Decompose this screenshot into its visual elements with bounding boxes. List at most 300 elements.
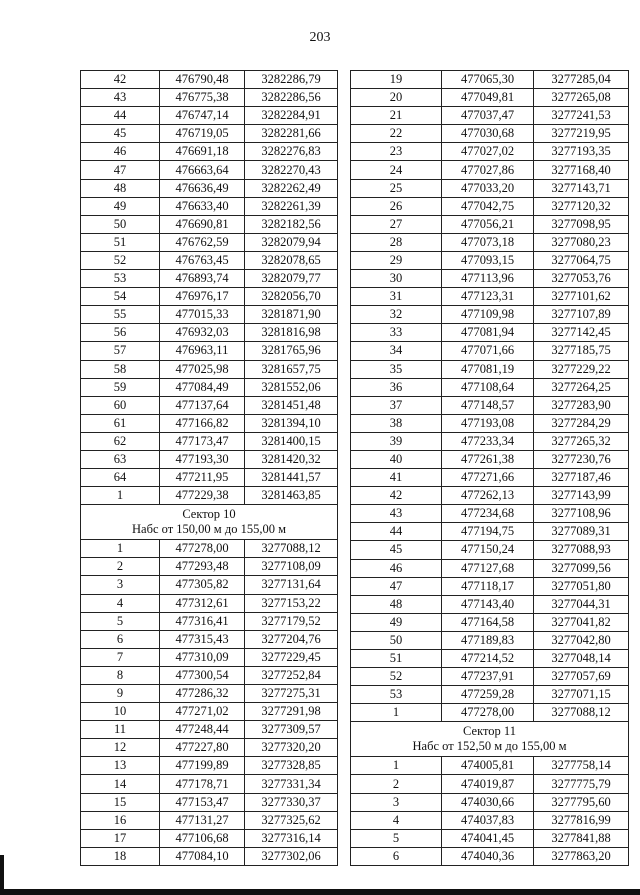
point-number-cell: 7	[81, 648, 160, 666]
point-number-cell: 45	[81, 125, 160, 143]
coord-y-cell: 3277153,22	[245, 594, 338, 612]
point-number-cell: 4	[351, 811, 442, 829]
coord-y-cell: 3277142,45	[534, 324, 629, 342]
coord-x-cell: 477113,96	[442, 270, 534, 288]
coord-y-cell: 3277219,95	[534, 125, 629, 143]
table-row	[351, 559, 629, 577]
table-row	[81, 576, 338, 594]
point-number-cell: 62	[81, 432, 160, 450]
point-number-cell: 53	[81, 270, 160, 288]
coord-y-cell: 3277331,34	[245, 775, 338, 793]
coord-y-cell: 3281420,32	[245, 450, 338, 468]
point-number-cell: 33	[351, 324, 442, 342]
point-number-cell: 43	[351, 505, 442, 523]
coord-y-cell: 3277229,45	[245, 648, 338, 666]
point-number-cell: 27	[351, 215, 442, 233]
coord-y-cell: 3277108,09	[245, 558, 338, 576]
sector-subtitle: Набс от 150,00 м до 155,00 м	[132, 522, 286, 537]
table-row	[351, 829, 629, 847]
coord-y-cell: 3277064,75	[534, 251, 629, 269]
point-number-cell: 19	[351, 71, 442, 89]
point-number-cell: 26	[351, 197, 442, 215]
coord-y-cell: 3281394,10	[245, 414, 338, 432]
point-number-cell: 51	[81, 233, 160, 251]
coord-x-cell: 477033,20	[442, 179, 534, 197]
coord-y-cell: 3277316,14	[245, 829, 338, 847]
coord-y-cell: 3277080,23	[534, 233, 629, 251]
point-number-cell: 22	[351, 125, 442, 143]
table-row	[351, 360, 629, 378]
right-table-section-a	[351, 71, 629, 722]
coord-x-cell: 476747,14	[160, 107, 245, 125]
table-row	[81, 703, 338, 721]
coord-x-cell: 477189,83	[442, 631, 534, 649]
point-number-cell: 37	[351, 396, 442, 414]
coord-y-cell: 3277302,06	[245, 847, 338, 865]
coord-x-cell: 477056,21	[442, 215, 534, 233]
coord-x-cell: 477042,75	[442, 197, 534, 215]
table-row	[81, 558, 338, 576]
coord-y-cell: 3277193,35	[534, 143, 629, 161]
point-number-cell: 1	[81, 540, 160, 558]
point-number-cell: 41	[351, 469, 442, 487]
coord-x-cell: 477261,38	[442, 450, 534, 468]
point-number-cell: 42	[351, 487, 442, 505]
point-number-cell: 59	[81, 378, 160, 396]
table-row	[81, 414, 338, 432]
coord-y-cell: 3277265,32	[534, 432, 629, 450]
coord-y-cell: 3277179,52	[245, 612, 338, 630]
point-number-cell: 13	[81, 757, 160, 775]
coord-y-cell: 3282261,39	[245, 197, 338, 215]
left-table-section-a	[81, 71, 338, 505]
coord-y-cell: 3277088,12	[534, 704, 629, 722]
point-number-cell: 54	[81, 288, 160, 306]
coord-x-cell: 477027,86	[442, 161, 534, 179]
point-number-cell: 48	[81, 179, 160, 197]
coord-x-cell: 476636,49	[160, 179, 245, 197]
coord-x-cell: 477015,33	[160, 306, 245, 324]
coord-y-cell: 3277053,76	[534, 270, 629, 288]
table-row	[81, 143, 338, 161]
coord-y-cell: 3282056,70	[245, 288, 338, 306]
table-row	[351, 686, 629, 704]
table-row	[351, 668, 629, 686]
point-number-cell: 2	[351, 775, 442, 793]
point-number-cell: 20	[351, 89, 442, 107]
coord-x-cell: 477315,43	[160, 630, 245, 648]
coord-x-cell: 477173,47	[160, 432, 245, 450]
point-number-cell: 53	[351, 686, 442, 704]
point-number-cell: 30	[351, 270, 442, 288]
table-row	[351, 324, 629, 342]
coord-y-cell: 3277283,90	[534, 396, 629, 414]
coord-y-cell: 3277204,76	[245, 630, 338, 648]
point-number-cell: 28	[351, 233, 442, 251]
coord-y-cell: 3282270,43	[245, 161, 338, 179]
coord-x-cell: 477211,95	[160, 469, 245, 487]
coord-x-cell: 477293,48	[160, 558, 245, 576]
coord-x-cell: 477305,82	[160, 576, 245, 594]
table-row	[81, 251, 338, 269]
point-number-cell: 3	[81, 576, 160, 594]
coord-y-cell: 3281552,06	[245, 378, 338, 396]
point-number-cell: 24	[351, 161, 442, 179]
point-number-cell: 56	[81, 324, 160, 342]
table-row	[351, 71, 629, 89]
table-row	[81, 342, 338, 360]
coord-y-cell: 3277325,62	[245, 811, 338, 829]
coord-y-cell: 3277309,57	[245, 721, 338, 739]
point-number-cell: 51	[351, 650, 442, 668]
coord-y-cell: 3277099,56	[534, 559, 629, 577]
coord-x-cell: 477214,52	[442, 650, 534, 668]
coord-y-cell: 3277758,14	[534, 757, 629, 775]
coord-y-cell: 3281871,90	[245, 306, 338, 324]
coord-x-cell: 477278,00	[442, 704, 534, 722]
coord-y-cell: 3277328,85	[245, 757, 338, 775]
point-number-cell: 64	[81, 469, 160, 487]
coord-x-cell: 477194,75	[442, 523, 534, 541]
coord-x-cell: 474037,83	[442, 811, 534, 829]
table-row	[81, 594, 338, 612]
coord-y-cell: 3277863,20	[534, 847, 629, 865]
coord-x-cell: 477164,58	[442, 613, 534, 631]
sector-header	[351, 722, 629, 757]
table-row	[81, 89, 338, 107]
coord-x-cell: 477137,64	[160, 396, 245, 414]
coord-y-cell: 3277057,69	[534, 668, 629, 686]
table-row	[351, 704, 629, 722]
coord-y-cell: 3281463,85	[245, 487, 338, 505]
table-row	[81, 648, 338, 666]
point-number-cell: 35	[351, 360, 442, 378]
coord-x-cell: 477248,44	[160, 721, 245, 739]
coord-x-cell: 477081,19	[442, 360, 534, 378]
point-number-cell: 6	[81, 630, 160, 648]
table-row	[351, 396, 629, 414]
table-row	[81, 775, 338, 793]
coord-y-cell: 3282079,77	[245, 270, 338, 288]
point-number-cell: 52	[81, 251, 160, 269]
coord-y-cell: 3282079,94	[245, 233, 338, 251]
sector-header-row	[81, 505, 338, 540]
point-number-cell: 25	[351, 179, 442, 197]
coord-x-cell: 477271,66	[442, 469, 534, 487]
table-row	[351, 89, 629, 107]
table-row	[81, 161, 338, 179]
coord-y-cell: 3281451,48	[245, 396, 338, 414]
coord-y-cell: 3282284,91	[245, 107, 338, 125]
coord-x-cell: 477148,57	[442, 396, 534, 414]
coord-x-cell: 476762,59	[160, 233, 245, 251]
right-table-section-b	[351, 757, 629, 866]
coord-x-cell: 477233,34	[442, 432, 534, 450]
table-row	[351, 179, 629, 197]
right-sector-header-group	[351, 722, 629, 757]
table-row	[351, 233, 629, 251]
coord-x-cell: 477229,38	[160, 487, 245, 505]
point-number-cell: 29	[351, 251, 442, 269]
point-number-cell: 46	[81, 143, 160, 161]
table-row	[351, 251, 629, 269]
coord-x-cell: 477025,98	[160, 360, 245, 378]
coord-y-cell: 3277252,84	[245, 666, 338, 684]
coord-y-cell: 3282286,56	[245, 89, 338, 107]
coord-x-cell: 477049,81	[442, 89, 534, 107]
point-number-cell: 12	[81, 739, 160, 757]
right-coordinate-table	[350, 70, 625, 866]
point-number-cell: 6	[351, 847, 442, 865]
coord-y-cell: 3277120,32	[534, 197, 629, 215]
table-row	[81, 360, 338, 378]
coord-x-cell: 477108,64	[442, 378, 534, 396]
table-row	[351, 270, 629, 288]
coord-x-cell: 474019,87	[442, 775, 534, 793]
point-number-cell: 5	[351, 829, 442, 847]
table-row	[81, 450, 338, 468]
coord-x-cell: 477030,68	[442, 125, 534, 143]
table-row	[351, 469, 629, 487]
coord-x-cell: 477300,54	[160, 666, 245, 684]
point-number-cell: 5	[81, 612, 160, 630]
coord-x-cell: 477259,28	[442, 686, 534, 704]
table-row	[351, 378, 629, 396]
table-row	[81, 540, 338, 558]
coord-x-cell: 477073,18	[442, 233, 534, 251]
left-sector-header-group	[81, 505, 338, 540]
coord-y-cell: 3277284,29	[534, 414, 629, 432]
point-number-cell: 31	[351, 288, 442, 306]
point-number-cell: 55	[81, 306, 160, 324]
coord-x-cell: 477071,66	[442, 342, 534, 360]
table-row	[81, 432, 338, 450]
table-row	[351, 811, 629, 829]
coord-x-cell: 476691,18	[160, 143, 245, 161]
point-number-cell: 40	[351, 450, 442, 468]
table-row	[81, 721, 338, 739]
table-row	[81, 107, 338, 125]
coord-x-cell: 477166,82	[160, 414, 245, 432]
coord-y-cell: 3277230,76	[534, 450, 629, 468]
point-number-cell: 9	[81, 685, 160, 703]
point-number-cell: 17	[81, 829, 160, 847]
coord-y-cell: 3277168,40	[534, 161, 629, 179]
coord-x-cell: 476963,11	[160, 342, 245, 360]
table-row	[81, 233, 338, 251]
sector-subtitle: Набс от 152,50 м до 155,00 м	[412, 739, 567, 754]
table-row	[351, 197, 629, 215]
coord-y-cell: 3277775,79	[534, 775, 629, 793]
coord-x-cell: 477081,94	[442, 324, 534, 342]
point-number-cell: 1	[81, 487, 160, 505]
point-number-cell: 2	[81, 558, 160, 576]
table-row	[351, 450, 629, 468]
coord-y-cell: 3277241,53	[534, 107, 629, 125]
table-row	[351, 595, 629, 613]
coord-y-cell: 3277291,98	[245, 703, 338, 721]
table-row	[351, 650, 629, 668]
sector-header-row	[351, 722, 629, 757]
coord-x-cell: 476893,74	[160, 270, 245, 288]
coord-x-cell: 477143,40	[442, 595, 534, 613]
table-row	[81, 306, 338, 324]
point-number-cell: 18	[81, 847, 160, 865]
coord-x-cell: 477193,08	[442, 414, 534, 432]
coord-y-cell: 3277042,80	[534, 631, 629, 649]
coord-y-cell: 3282286,79	[245, 71, 338, 89]
coord-y-cell: 3282078,65	[245, 251, 338, 269]
point-number-cell: 49	[81, 197, 160, 215]
coord-y-cell: 3277088,12	[245, 540, 338, 558]
point-number-cell: 48	[351, 595, 442, 613]
coord-y-cell: 3282276,83	[245, 143, 338, 161]
coord-y-cell: 3277098,95	[534, 215, 629, 233]
coord-x-cell: 476775,38	[160, 89, 245, 107]
coord-y-cell: 3282182,56	[245, 215, 338, 233]
coord-x-cell: 477234,68	[442, 505, 534, 523]
coord-y-cell: 3277048,14	[534, 650, 629, 668]
point-number-cell: 52	[351, 668, 442, 686]
coord-x-cell: 477106,68	[160, 829, 245, 847]
table-row	[351, 215, 629, 233]
coord-y-cell: 3277071,15	[534, 686, 629, 704]
coord-y-cell: 3281816,98	[245, 324, 338, 342]
point-number-cell: 57	[81, 342, 160, 360]
coord-y-cell: 3281657,75	[245, 360, 338, 378]
table-row	[351, 432, 629, 450]
table-row	[81, 811, 338, 829]
table-row	[81, 847, 338, 865]
point-number-cell: 46	[351, 559, 442, 577]
table-row	[81, 685, 338, 703]
coord-x-cell: 476763,45	[160, 251, 245, 269]
table-row	[81, 71, 338, 89]
point-number-cell: 21	[351, 107, 442, 125]
point-number-cell: 38	[351, 414, 442, 432]
point-number-cell: 32	[351, 306, 442, 324]
sector-header	[81, 505, 338, 540]
table-row	[351, 847, 629, 865]
table-row	[351, 125, 629, 143]
coord-y-cell: 3277265,08	[534, 89, 629, 107]
table-row	[81, 612, 338, 630]
point-number-cell: 44	[351, 523, 442, 541]
table-row	[351, 775, 629, 793]
table-row	[351, 793, 629, 811]
table-row	[351, 288, 629, 306]
point-number-cell: 1	[351, 704, 442, 722]
coord-y-cell: 3277229,22	[534, 360, 629, 378]
point-number-cell: 44	[81, 107, 160, 125]
coord-y-cell: 3277131,64	[245, 576, 338, 594]
coord-y-cell: 3277795,60	[534, 793, 629, 811]
table-row	[81, 270, 338, 288]
coord-x-cell: 477093,15	[442, 251, 534, 269]
coord-x-cell: 477131,27	[160, 811, 245, 829]
table-row	[351, 306, 629, 324]
scan-border-bottom	[0, 889, 640, 895]
table-row	[81, 179, 338, 197]
table-row	[81, 829, 338, 847]
point-number-cell: 45	[351, 541, 442, 559]
table-row	[81, 630, 338, 648]
point-number-cell: 14	[81, 775, 160, 793]
table-row	[351, 107, 629, 125]
sector-title: Сектор 10	[182, 507, 236, 522]
coord-x-cell: 477123,31	[442, 288, 534, 306]
table-row	[351, 505, 629, 523]
coord-x-cell: 477118,17	[442, 577, 534, 595]
table-row	[81, 793, 338, 811]
point-number-cell: 47	[351, 577, 442, 595]
coord-y-cell: 3277285,04	[534, 71, 629, 89]
point-number-cell: 10	[81, 703, 160, 721]
table-row	[81, 396, 338, 414]
point-number-cell: 42	[81, 71, 160, 89]
coord-y-cell: 3281765,96	[245, 342, 338, 360]
table-row	[351, 613, 629, 631]
coord-y-cell: 3277051,80	[534, 577, 629, 595]
point-number-cell: 36	[351, 378, 442, 396]
table-row	[81, 125, 338, 143]
coord-y-cell: 3277108,96	[534, 505, 629, 523]
coord-x-cell: 477065,30	[442, 71, 534, 89]
point-number-cell: 43	[81, 89, 160, 107]
point-number-cell: 34	[351, 342, 442, 360]
point-number-cell: 50	[351, 631, 442, 649]
coord-x-cell: 477109,98	[442, 306, 534, 324]
coord-x-cell: 476633,40	[160, 197, 245, 215]
coord-x-cell: 477084,10	[160, 847, 245, 865]
coord-y-cell: 3281400,15	[245, 432, 338, 450]
table-row	[81, 739, 338, 757]
table-row	[351, 577, 629, 595]
coord-y-cell: 3277841,88	[534, 829, 629, 847]
table-row	[81, 288, 338, 306]
coord-x-cell: 477084,49	[160, 378, 245, 396]
point-number-cell: 4	[81, 594, 160, 612]
coord-x-cell: 474030,66	[442, 793, 534, 811]
coord-x-cell: 477310,09	[160, 648, 245, 666]
point-number-cell: 15	[81, 793, 160, 811]
point-number-cell: 63	[81, 450, 160, 468]
coord-y-cell: 3277816,99	[534, 811, 629, 829]
coord-x-cell: 477027,02	[442, 143, 534, 161]
coord-x-cell: 477153,47	[160, 793, 245, 811]
coord-x-cell: 477150,24	[442, 541, 534, 559]
point-number-cell: 58	[81, 360, 160, 378]
coord-y-cell: 3277185,75	[534, 342, 629, 360]
table-row	[81, 324, 338, 342]
coord-y-cell: 3277107,89	[534, 306, 629, 324]
coord-y-cell: 3282262,49	[245, 179, 338, 197]
sector-title: Сектор 11	[463, 724, 516, 739]
table-row	[351, 414, 629, 432]
coord-x-cell: 477037,47	[442, 107, 534, 125]
coord-x-cell: 477262,13	[442, 487, 534, 505]
coord-x-cell: 477271,02	[160, 703, 245, 721]
table-row	[81, 378, 338, 396]
coord-y-cell: 3277187,46	[534, 469, 629, 487]
table-row	[351, 631, 629, 649]
table-row	[351, 541, 629, 559]
coord-x-cell: 477316,41	[160, 612, 245, 630]
coord-y-cell: 3277088,93	[534, 541, 629, 559]
point-number-cell: 50	[81, 215, 160, 233]
coord-y-cell: 3277044,31	[534, 595, 629, 613]
coord-y-cell: 3282281,66	[245, 125, 338, 143]
